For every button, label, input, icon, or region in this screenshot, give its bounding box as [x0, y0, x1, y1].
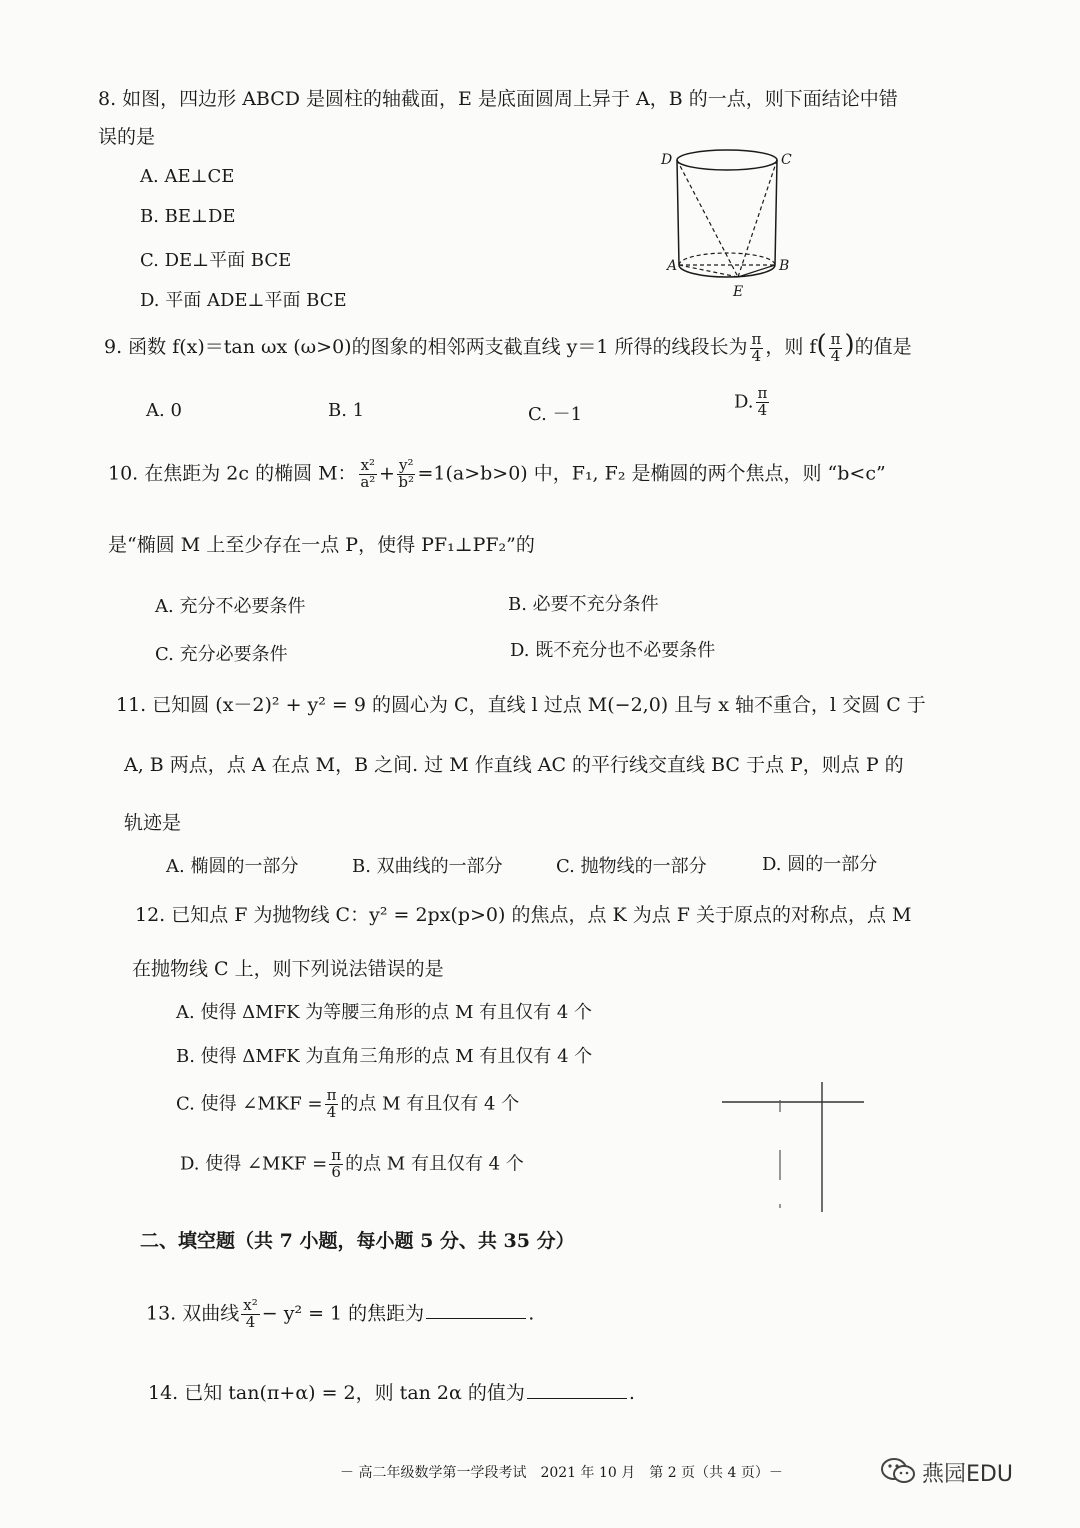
- page-footer: － 高二年级数学第一学段考试 2021 年 10 月 第 2 页（共 4 页）－: [340, 1465, 783, 1481]
- q8-line1: 8. 如图，四边形 ABCD 是圆柱的轴截面，E 是底面圆周上异于 A，B 的一点，则下面结论中错: [98, 88, 898, 110]
- figure-label-a: A: [667, 258, 678, 274]
- q9-fraction: [750, 329, 764, 365]
- q13-frac-den: 4: [245, 1312, 256, 1331]
- section-2-title: 二、填空题（共 7 小题，每小题 5 分、共 35 分）: [140, 1230, 575, 1252]
- q12-option-c: [176, 1088, 519, 1121]
- q10-line2: 是“椭圆 M 上至少存在一点 P，使得 PF₁⊥PF₂”的: [108, 534, 535, 556]
- q9-option-b: B. 1: [328, 400, 365, 421]
- q9-stem-b: ，则 f: [765, 336, 817, 358]
- q13-stem-b: − y² = 1 的焦距为: [261, 1302, 425, 1325]
- q8-option-d: D. 平面 ADE⊥平面 BCE: [140, 290, 347, 311]
- q9-option-a: A. 0: [146, 400, 182, 421]
- q12-option-d-den: 6: [331, 1162, 341, 1181]
- q9-paren-open: (: [816, 330, 827, 360]
- q10-stem-b: =1(a>b>0) 中，F₁, F₂ 是椭圆的两个焦点，则 “b<c”: [417, 462, 886, 485]
- q14-stem: [148, 1382, 635, 1405]
- q9-paren-close: ): [844, 330, 855, 360]
- q12-option-d: [180, 1148, 524, 1181]
- pencil-marks: [718, 1080, 868, 1220]
- q13-stem-a: 13. 双曲线: [146, 1302, 240, 1325]
- q10-fy-den: b²: [398, 472, 415, 491]
- q11-line1: 11. 已知圆 (x－2)² + y² = 9 的圆心为 C，直线 l 过点 M(−2,0) 且与 x 轴不重合，l 交圆 C 于: [116, 694, 926, 716]
- q13-stem: [146, 1298, 534, 1331]
- q11-line3: 轨迹是: [124, 812, 182, 834]
- q12-option-c-b: 的点 M 有且仅有 4 个: [340, 1093, 520, 1115]
- q10-fx-num: x²: [360, 456, 376, 474]
- wechat-icon: [880, 1456, 916, 1486]
- q13-stem-c: .: [528, 1302, 535, 1325]
- figure-label-d: D: [661, 152, 673, 168]
- q8-option-c: C. DE⊥平面 BCE: [140, 250, 292, 271]
- q12-option-d-b: 的点 M 有且仅有 4 个: [345, 1153, 524, 1175]
- q11-option-a: A. 椭圆的一部分: [166, 856, 299, 877]
- q8-option-b: B. BE⊥DE: [140, 206, 236, 227]
- q12-option-c-num: π: [326, 1086, 337, 1104]
- q10-option-c: C. 充分必要条件: [155, 644, 288, 665]
- q9-arg-num: π: [830, 329, 841, 348]
- q9-option-c: C. －1: [528, 404, 583, 425]
- q9-option-d: [734, 386, 771, 419]
- q10-stem: [108, 458, 886, 491]
- q8-option-a: A. AE⊥CE: [140, 166, 235, 187]
- q10-frac-x: [359, 458, 377, 491]
- q14-answer-blank[interactable]: [527, 1397, 627, 1399]
- q12-option-a: A. 使得 ΔMFK 为等腰三角形的点 M 有且仅有 4 个: [176, 1002, 593, 1023]
- figure-label-e: E: [733, 284, 744, 300]
- q10-plus: +: [379, 462, 395, 485]
- q14-stem-c: .: [628, 1382, 635, 1404]
- q10-option-b: B. 必要不充分条件: [508, 594, 659, 615]
- q12-option-b: B. 使得 ΔMFK 为直角三角形的点 M 有且仅有 4 个: [176, 1046, 593, 1067]
- q9-option-d-label: D.: [734, 391, 754, 413]
- q9-frac-num: π: [751, 329, 762, 348]
- q12-line2: 在抛物线 C 上，则下列说法错误的是: [132, 958, 444, 980]
- q10-option-d: D. 既不充分也不必要条件: [510, 640, 716, 661]
- q12-line1: 12. 已知点 F 为抛物线 C：y² = 2px(p>0) 的焦点，点 K 为点 F 关于原点的对称点，点 M: [135, 904, 912, 926]
- q13-frac-num: x²: [243, 1296, 258, 1314]
- q12-option-c-fraction: [325, 1088, 339, 1121]
- q10-option-a: A. 充分不必要条件: [155, 596, 306, 617]
- q9-argument: [829, 329, 843, 365]
- q14-stem-a: 14. 已知 tan(π+α) = 2，则 tan 2α 的值为: [148, 1382, 525, 1404]
- watermark-text: 燕园EDU: [922, 1462, 1013, 1487]
- q9-option-d-num: π: [757, 384, 768, 402]
- q12-option-d-a: D. 使得 ∠MKF =: [180, 1153, 328, 1175]
- q9-option-d-fraction: [756, 386, 770, 419]
- q10-stem-a: 10. 在焦距为 2c 的椭圆 M：: [108, 462, 357, 485]
- q13-answer-blank[interactable]: [426, 1317, 526, 1319]
- q9-stem: [104, 330, 912, 364]
- q8-line2: 误的是: [98, 126, 156, 148]
- q12-option-c-a: C. 使得 ∠MKF =: [176, 1093, 323, 1115]
- q12-option-c-den: 4: [326, 1102, 337, 1121]
- q9-stem-a: 9. 函数 f(x)＝tan ωx (ω>0)的图象的相邻两支截直线 y＝1 所得的线段长为: [104, 336, 748, 358]
- figure-label-b: B: [779, 258, 790, 274]
- q9-option-d-den: 4: [757, 400, 768, 419]
- q11-line2: A, B 两点，点 A 在点 M，B 之间. 过 M 作直线 AC 的平行线交直线 BC 于点 P，则点 P 的: [124, 754, 904, 776]
- q11-option-d: D. 圆的一部分: [762, 854, 878, 875]
- figure-label-c: C: [781, 152, 792, 168]
- q11-option-b: B. 双曲线的一部分: [352, 856, 503, 877]
- q12-option-d-fraction: [329, 1148, 343, 1181]
- q12-option-d-num: π: [331, 1146, 342, 1164]
- q11-option-c: C. 抛物线的一部分: [556, 856, 707, 877]
- q10-frac-y: [397, 458, 416, 491]
- q9-frac-den: 4: [751, 346, 762, 365]
- q13-fraction: [241, 1298, 259, 1331]
- q10-fx-den: a²: [360, 472, 376, 491]
- q10-fy-num: y²: [398, 456, 414, 474]
- q9-arg-den: 4: [830, 346, 841, 365]
- q9-stem-c: 的值是: [854, 336, 912, 358]
